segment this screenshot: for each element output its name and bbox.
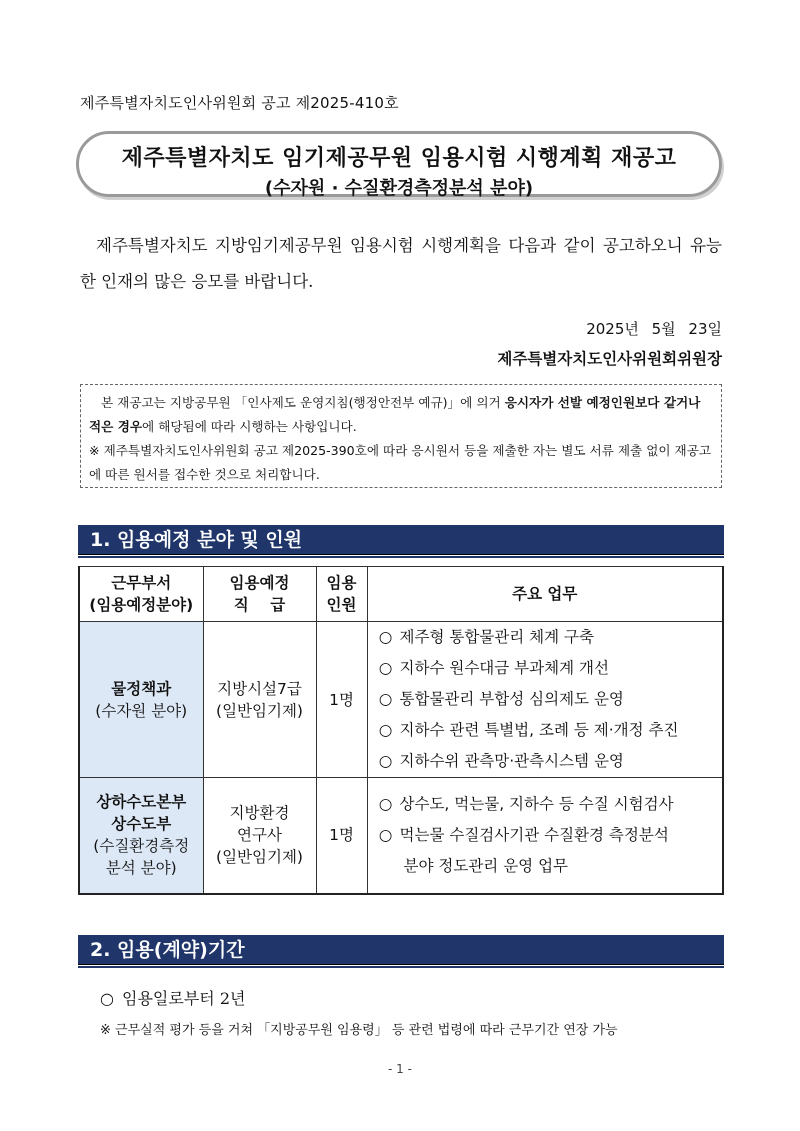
duty-text: 제주형 통합물관리 체계 구축 [399,628,594,646]
dept-field: 분석 분야) [105,859,177,878]
bullet-circle: ○ [378,825,393,844]
notice-mark: ※ [89,443,100,458]
notice-line-2 [89,439,713,487]
rank-line: 지방시설7급 [217,679,302,698]
count-cell: 1명 [316,778,367,894]
count-cell: 1명 [316,622,367,778]
document-title: 제주특별자치도 임기제공무원 임용시험 시행계획 재공고 [121,146,677,171]
duties-list [368,789,723,882]
header-dept-line-1: 근무부서 [111,574,172,592]
period-note: ※ 근무실적 평가 등을 거쳐 「지방공무원 임용령」 등 관련 법령에 따라 근무기간 연장 가능 [100,1023,618,1038]
section-2-header: 2. 임용(계약)기간 [78,935,724,965]
duty-text: 먹는물 수질검사기관 수질환경 측정분석 [399,825,669,844]
list-item [372,622,723,653]
list-item [372,789,723,820]
notice-line-1-pre: 본 재공고는 지방공무원 「인사제도 운영지침(행정안전부 예규)」에 의거 [101,395,505,410]
header-duties: 주요 업무 [367,567,723,622]
table-row [79,622,723,778]
notice-box [80,384,722,488]
header-rank-line-2: 직 급 [233,596,286,614]
list-item [372,684,723,715]
header-dept-line-2: (임용예정분야) [89,596,194,614]
bullet-circle: ○ [378,628,393,646]
dept-field: (수질환경측정 [93,837,190,856]
dept-cell [79,622,203,778]
header-rank [203,567,316,622]
period-item [100,986,245,1009]
signer: 제주특별자치도인사위원회위원장 [497,350,722,368]
intro-text: 제주특별자치도 지방임기제공무원 임용시험 시행계획을 다음과 같이 공고하오니 유능한 인재의 많은 응모를 바랍니다. [80,236,722,291]
header-dept [79,567,203,622]
header-count-line-1: 임용 [326,574,357,592]
bullet-circle: ○ [378,690,393,708]
positions-table [78,566,724,895]
issue-date: 2025년 5월 23일 [586,320,722,338]
bullet-circle: ○ [378,659,393,677]
header-count [316,567,367,622]
rank-line: 연구사 [237,826,282,845]
table-header-row [79,567,723,622]
list-item [372,851,723,882]
bullet-circle: ○ [100,989,114,1008]
page-number: - 1 - [388,1062,412,1076]
rank-line: (일반임기제) [216,701,303,720]
document-subtitle: (수자원 · 수질환경측정분석 분야) [264,178,534,199]
bullet-circle: ○ [378,794,393,813]
list-item [372,715,723,746]
notice-line-2-text: 제주특별자치도인사위원회 공고 제2025-390호에 따라 응시원서 등을 제출한 자는 별도 서류 제출 없이 재공고에 따른 원서를 접수한 것으로 처리합니다. [89,443,712,482]
dept-field: (수자원 분야) [95,701,188,720]
notice-line-1 [89,391,713,439]
duty-text: 지하수 관련 특별법, 조례 등 제·개정 추진 [399,721,679,739]
duty-text: 지하수위 관측망·관측시스템 운영 [399,752,624,770]
duties-cell [367,778,723,894]
duty-text: 통합물관리 부합성 심의제도 운영 [399,690,624,708]
duty-text: 상수도, 먹는물, 지하수 등 수질 시험검사 [399,794,674,813]
list-item [372,820,723,851]
duties-cell [367,622,723,778]
rank-line: (일반임기제) [216,848,303,867]
dept-name: 물정책과 [111,679,172,698]
rank-cell [203,778,316,894]
dept-name: 상하수도본부 [96,793,187,812]
bullet-circle: ○ [378,721,393,739]
notice-number: 제주특별자치도인사위원회 공고 제2025-410호 [80,94,399,112]
intro-paragraph [80,228,722,300]
duty-text: 분야 정도관리 운영 업무 [403,856,569,875]
header-count-line-2: 인원 [326,596,357,614]
duties-list [368,622,723,777]
section-1-header: 1. 임용예정 분야 및 인원 [78,525,724,555]
header-rank-line-1: 임용예정 [229,574,290,592]
dept-name: 상수도부 [111,815,172,834]
list-item [372,653,723,684]
dept-cell [79,778,203,894]
notice-line-1-post: 에 해당됨에 따라 시행하는 사항입니다. [142,419,357,434]
rank-cell [203,622,316,778]
list-item [372,746,723,777]
rank-line: 지방환경 [229,804,290,823]
table-row [79,778,723,894]
duty-text: 지하수 원수대금 부과체계 개선 [399,659,609,677]
period-text: 임용일로부터 2년 [122,989,246,1008]
bullet-circle: ○ [378,752,393,770]
title-box [76,131,722,197]
notice-line-1-bold: 응시자가 선발 예정인원보다 같거나 적은 경우 [89,395,701,434]
